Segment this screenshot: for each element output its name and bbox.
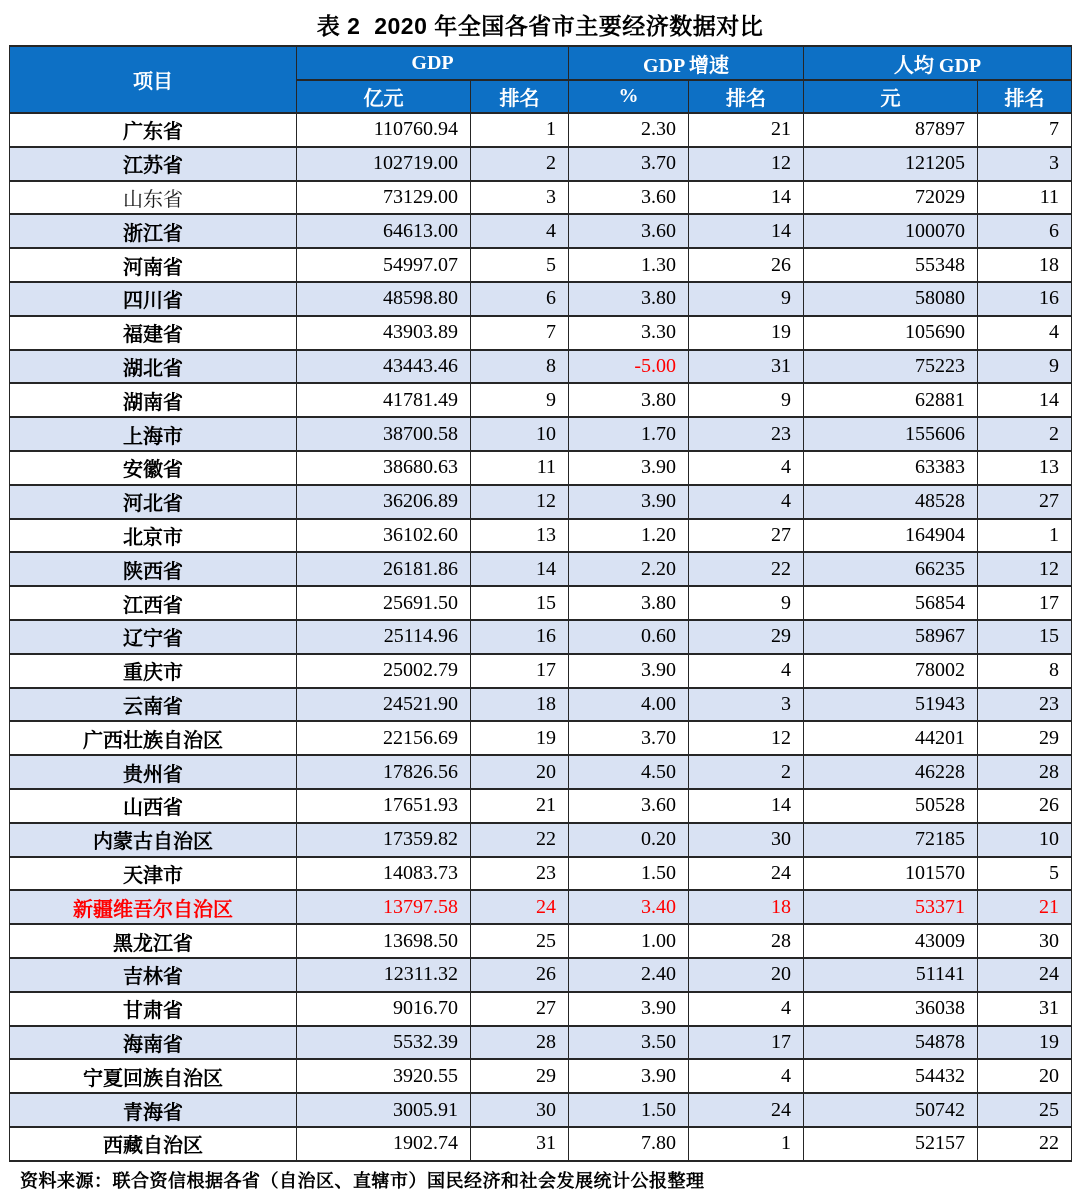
- per-capita-value: 53371: [804, 890, 978, 924]
- province-name: 海南省: [10, 1026, 297, 1060]
- growth-rank: 17: [689, 1026, 804, 1060]
- growth-rank: 20: [689, 958, 804, 992]
- gdp-rank: 8: [471, 350, 569, 384]
- per-capita-value: 58080: [804, 282, 978, 316]
- growth-value: 7.80: [569, 1127, 689, 1161]
- growth-rank: 18: [689, 890, 804, 924]
- growth-rank: 14: [689, 789, 804, 823]
- gdp-value: 1902.74: [297, 1127, 471, 1161]
- growth-value: 3.90: [569, 485, 689, 519]
- per-capita-rank: 29: [978, 721, 1072, 755]
- page-title: 表 2 2020 年全国各省市主要经济数据对比: [316, 13, 764, 39]
- per-capita-rank: 24: [978, 958, 1072, 992]
- growth-value: 1.50: [569, 1093, 689, 1127]
- per-capita-value: 55348: [804, 248, 978, 282]
- gdp-rank: 30: [471, 1093, 569, 1127]
- per-capita-rank: 23: [978, 688, 1072, 722]
- per-capita-rank: 14: [978, 383, 1072, 417]
- gdp-rank: 29: [471, 1059, 569, 1093]
- growth-value: 4.50: [569, 755, 689, 789]
- growth-value: 2.30: [569, 113, 689, 147]
- gdp-value: 36206.89: [297, 485, 471, 519]
- economic-data-table: [9, 45, 1072, 1162]
- table-row: [10, 992, 1072, 1026]
- per-capita-rank: 13: [978, 451, 1072, 485]
- province-name: 江苏省: [10, 147, 297, 181]
- header-group-row: [10, 46, 1072, 80]
- per-capita-value: 43009: [804, 924, 978, 958]
- header-per-capita-unit: 元: [804, 80, 978, 113]
- table-row: [10, 755, 1072, 789]
- per-capita-rank: 11: [978, 181, 1072, 215]
- growth-rank: 4: [689, 654, 804, 688]
- gdp-value: 24521.90: [297, 688, 471, 722]
- per-capita-rank: 26: [978, 789, 1072, 823]
- province-name: 山西省: [10, 789, 297, 823]
- growth-value: 1.00: [569, 924, 689, 958]
- header-gdp-rank: 排名: [471, 80, 569, 113]
- province-name: 宁夏回族自治区: [10, 1059, 297, 1093]
- growth-rank: 26: [689, 248, 804, 282]
- per-capita-value: 54432: [804, 1059, 978, 1093]
- per-capita-rank: 8: [978, 654, 1072, 688]
- gdp-value: 43903.89: [297, 316, 471, 350]
- gdp-value: 22156.69: [297, 721, 471, 755]
- gdp-rank: 7: [471, 316, 569, 350]
- table-body: [10, 113, 1072, 1161]
- header-group-gdp: GDP: [297, 46, 569, 80]
- gdp-value: 26181.86: [297, 552, 471, 586]
- per-capita-value: 72029: [804, 181, 978, 215]
- gdp-value: 36102.60: [297, 519, 471, 553]
- gdp-value: 48598.80: [297, 282, 471, 316]
- per-capita-rank: 30: [978, 924, 1072, 958]
- per-capita-value: 46228: [804, 755, 978, 789]
- table-row: [10, 890, 1072, 924]
- table-row: [10, 519, 1072, 553]
- per-capita-rank: 16: [978, 282, 1072, 316]
- per-capita-rank: 25: [978, 1093, 1072, 1127]
- table-row: [10, 823, 1072, 857]
- province-name: 河南省: [10, 248, 297, 282]
- growth-value: 3.80: [569, 282, 689, 316]
- gdp-value: 17651.93: [297, 789, 471, 823]
- province-name: 贵州省: [10, 755, 297, 789]
- per-capita-value: 121205: [804, 147, 978, 181]
- growth-rank: 3: [689, 688, 804, 722]
- province-name: 上海市: [10, 417, 297, 451]
- growth-value: 3.90: [569, 1059, 689, 1093]
- gdp-value: 64613.00: [297, 214, 471, 248]
- per-capita-rank: 31: [978, 992, 1072, 1026]
- gdp-rank: 27: [471, 992, 569, 1026]
- growth-rank: 4: [689, 992, 804, 1026]
- province-name: 新疆维吾尔自治区: [10, 890, 297, 924]
- growth-rank: 4: [689, 451, 804, 485]
- gdp-rank: 4: [471, 214, 569, 248]
- source-note: 资料来源：联合资信根据各省（自治区、直辖市）国民经济和社会发展统计公报整理: [20, 1170, 705, 1191]
- gdp-rank: 26: [471, 958, 569, 992]
- table-row: [10, 350, 1072, 384]
- growth-rank: 28: [689, 924, 804, 958]
- gdp-value: 13698.50: [297, 924, 471, 958]
- gdp-rank: 16: [471, 620, 569, 654]
- per-capita-value: 87897: [804, 113, 978, 147]
- growth-rank: 12: [689, 721, 804, 755]
- gdp-value: 25114.96: [297, 620, 471, 654]
- per-capita-value: 75223: [804, 350, 978, 384]
- gdp-rank: 31: [471, 1127, 569, 1161]
- gdp-value: 25002.79: [297, 654, 471, 688]
- growth-value: 1.50: [569, 857, 689, 891]
- header-gdp-unit: 亿元: [297, 80, 471, 113]
- gdp-rank: 23: [471, 857, 569, 891]
- growth-value: 3.60: [569, 789, 689, 823]
- province-name: 内蒙古自治区: [10, 823, 297, 857]
- growth-value: 3.90: [569, 992, 689, 1026]
- growth-value: 3.40: [569, 890, 689, 924]
- province-name: 吉林省: [10, 958, 297, 992]
- gdp-rank: 28: [471, 1026, 569, 1060]
- growth-rank: 9: [689, 282, 804, 316]
- growth-rank: 27: [689, 519, 804, 553]
- per-capita-rank: 4: [978, 316, 1072, 350]
- growth-value: 3.80: [569, 383, 689, 417]
- gdp-rank: 10: [471, 417, 569, 451]
- per-capita-rank: 18: [978, 248, 1072, 282]
- gdp-value: 102719.00: [297, 147, 471, 181]
- per-capita-rank: 27: [978, 485, 1072, 519]
- growth-value: 3.60: [569, 181, 689, 215]
- table-row: [10, 451, 1072, 485]
- per-capita-value: 54878: [804, 1026, 978, 1060]
- table-row: [10, 113, 1072, 147]
- province-name: 陕西省: [10, 552, 297, 586]
- growth-rank: 4: [689, 485, 804, 519]
- gdp-value: 25691.50: [297, 586, 471, 620]
- per-capita-value: 56854: [804, 586, 978, 620]
- table-row: [10, 383, 1072, 417]
- growth-value: 3.90: [569, 654, 689, 688]
- table-row: [10, 147, 1072, 181]
- per-capita-value: 36038: [804, 992, 978, 1026]
- growth-rank: 24: [689, 857, 804, 891]
- gdp-rank: 3: [471, 181, 569, 215]
- table-row: [10, 248, 1072, 282]
- gdp-value: 43443.46: [297, 350, 471, 384]
- table-row: [10, 1059, 1072, 1093]
- header-project: 项目: [10, 46, 297, 113]
- growth-value: 3.80: [569, 586, 689, 620]
- table-row: [10, 857, 1072, 891]
- per-capita-value: 50742: [804, 1093, 978, 1127]
- per-capita-rank: 9: [978, 350, 1072, 384]
- province-name: 黑龙江省: [10, 924, 297, 958]
- province-name: 云南省: [10, 688, 297, 722]
- per-capita-rank: 10: [978, 823, 1072, 857]
- growth-value: 2.40: [569, 958, 689, 992]
- header-group-per-capita-gdp: 人均 GDP: [804, 46, 1072, 80]
- growth-value: 3.30: [569, 316, 689, 350]
- province-name: 广西壮族自治区: [10, 721, 297, 755]
- province-name: 四川省: [10, 282, 297, 316]
- growth-rank: 23: [689, 417, 804, 451]
- header-group-gdp-growth: GDP 增速: [569, 46, 804, 80]
- growth-rank: 12: [689, 147, 804, 181]
- gdp-rank: 25: [471, 924, 569, 958]
- growth-value: 0.20: [569, 823, 689, 857]
- gdp-value: 38700.58: [297, 417, 471, 451]
- per-capita-rank: 15: [978, 620, 1072, 654]
- gdp-rank: 21: [471, 789, 569, 823]
- per-capita-value: 52157: [804, 1127, 978, 1161]
- gdp-value: 17826.56: [297, 755, 471, 789]
- gdp-rank: 19: [471, 721, 569, 755]
- growth-value: 0.60: [569, 620, 689, 654]
- per-capita-value: 72185: [804, 823, 978, 857]
- province-name: 安徽省: [10, 451, 297, 485]
- growth-rank: 24: [689, 1093, 804, 1127]
- per-capita-rank: 17: [978, 586, 1072, 620]
- growth-rank: 21: [689, 113, 804, 147]
- gdp-value: 54997.07: [297, 248, 471, 282]
- table-row: [10, 654, 1072, 688]
- table-row: [10, 789, 1072, 823]
- growth-rank: 19: [689, 316, 804, 350]
- table-row: [10, 417, 1072, 451]
- growth-value: 3.70: [569, 147, 689, 181]
- per-capita-rank: 19: [978, 1026, 1072, 1060]
- gdp-rank: 11: [471, 451, 569, 485]
- gdp-rank: 24: [471, 890, 569, 924]
- gdp-rank: 5: [471, 248, 569, 282]
- province-name: 山东省: [10, 181, 297, 215]
- per-capita-value: 66235: [804, 552, 978, 586]
- per-capita-value: 101570: [804, 857, 978, 891]
- gdp-rank: 15: [471, 586, 569, 620]
- growth-rank: 29: [689, 620, 804, 654]
- per-capita-value: 58967: [804, 620, 978, 654]
- gdp-rank: 12: [471, 485, 569, 519]
- gdp-rank: 9: [471, 383, 569, 417]
- table-row: [10, 181, 1072, 215]
- gdp-rank: 22: [471, 823, 569, 857]
- growth-rank: 2: [689, 755, 804, 789]
- per-capita-rank: 20: [978, 1059, 1072, 1093]
- per-capita-rank: 21: [978, 890, 1072, 924]
- table-row: [10, 586, 1072, 620]
- growth-rank: 4: [689, 1059, 804, 1093]
- province-name: 重庆市: [10, 654, 297, 688]
- growth-value: 1.20: [569, 519, 689, 553]
- table-row: [10, 958, 1072, 992]
- province-name: 河北省: [10, 485, 297, 519]
- gdp-rank: 14: [471, 552, 569, 586]
- growth-value: 4.00: [569, 688, 689, 722]
- growth-rank: 14: [689, 214, 804, 248]
- province-name: 辽宁省: [10, 620, 297, 654]
- table-row: [10, 924, 1072, 958]
- table-row: [10, 552, 1072, 586]
- per-capita-rank: 22: [978, 1127, 1072, 1161]
- per-capita-value: 155606: [804, 417, 978, 451]
- province-name: 青海省: [10, 1093, 297, 1127]
- gdp-value: 38680.63: [297, 451, 471, 485]
- growth-value: 1.30: [569, 248, 689, 282]
- growth-value: -5.00: [569, 350, 689, 384]
- growth-value: 1.70: [569, 417, 689, 451]
- growth-rank: 9: [689, 586, 804, 620]
- gdp-value: 5532.39: [297, 1026, 471, 1060]
- province-name: 福建省: [10, 316, 297, 350]
- growth-rank: 31: [689, 350, 804, 384]
- header-per-capita-rank: 排名: [978, 80, 1072, 113]
- growth-value: 3.70: [569, 721, 689, 755]
- header-growth-unit: %: [569, 80, 689, 113]
- gdp-rank: 17: [471, 654, 569, 688]
- per-capita-value: 63383: [804, 451, 978, 485]
- table-row: [10, 316, 1072, 350]
- gdp-rank: 2: [471, 147, 569, 181]
- province-name: 广东省: [10, 113, 297, 147]
- table-row: [10, 214, 1072, 248]
- gdp-value: 41781.49: [297, 383, 471, 417]
- growth-value: 3.90: [569, 451, 689, 485]
- province-name: 甘肃省: [10, 992, 297, 1026]
- per-capita-value: 44201: [804, 721, 978, 755]
- province-name: 北京市: [10, 519, 297, 553]
- growth-rank: 22: [689, 552, 804, 586]
- table-row: [10, 1093, 1072, 1127]
- growth-rank: 14: [689, 181, 804, 215]
- table-row: [10, 620, 1072, 654]
- per-capita-value: 50528: [804, 789, 978, 823]
- growth-rank: 9: [689, 383, 804, 417]
- gdp-value: 12311.32: [297, 958, 471, 992]
- per-capita-rank: 28: [978, 755, 1072, 789]
- per-capita-rank: 2: [978, 417, 1072, 451]
- table-row: [10, 688, 1072, 722]
- per-capita-value: 105690: [804, 316, 978, 350]
- gdp-rank: 6: [471, 282, 569, 316]
- per-capita-value: 51141: [804, 958, 978, 992]
- gdp-value: 17359.82: [297, 823, 471, 857]
- per-capita-rank: 7: [978, 113, 1072, 147]
- table-row: [10, 721, 1072, 755]
- per-capita-rank: 12: [978, 552, 1072, 586]
- growth-rank: 1: [689, 1127, 804, 1161]
- gdp-value: 14083.73: [297, 857, 471, 891]
- province-name: 湖北省: [10, 350, 297, 384]
- table-row: [10, 485, 1072, 519]
- gdp-value: 13797.58: [297, 890, 471, 924]
- gdp-value: 3920.55: [297, 1059, 471, 1093]
- per-capita-value: 100070: [804, 214, 978, 248]
- per-capita-value: 48528: [804, 485, 978, 519]
- table-header: [10, 46, 1072, 113]
- gdp-rank: 13: [471, 519, 569, 553]
- gdp-value: 3005.91: [297, 1093, 471, 1127]
- gdp-rank: 1: [471, 113, 569, 147]
- per-capita-value: 164904: [804, 519, 978, 553]
- table-row: [10, 1127, 1072, 1161]
- province-name: 浙江省: [10, 214, 297, 248]
- per-capita-value: 78002: [804, 654, 978, 688]
- gdp-rank: 18: [471, 688, 569, 722]
- per-capita-rank: 3: [978, 147, 1072, 181]
- per-capita-value: 51943: [804, 688, 978, 722]
- gdp-rank: 20: [471, 755, 569, 789]
- gdp-value: 73129.00: [297, 181, 471, 215]
- province-name: 天津市: [10, 857, 297, 891]
- growth-value: 3.50: [569, 1026, 689, 1060]
- growth-rank: 30: [689, 823, 804, 857]
- province-name: 西藏自治区: [10, 1127, 297, 1161]
- gdp-value: 110760.94: [297, 113, 471, 147]
- per-capita-rank: 1: [978, 519, 1072, 553]
- province-name: 江西省: [10, 586, 297, 620]
- per-capita-value: 62881: [804, 383, 978, 417]
- per-capita-rank: 5: [978, 857, 1072, 891]
- gdp-value: 9016.70: [297, 992, 471, 1026]
- header-growth-rank: 排名: [689, 80, 804, 113]
- growth-value: 2.20: [569, 552, 689, 586]
- table-row: [10, 1026, 1072, 1060]
- per-capita-rank: 6: [978, 214, 1072, 248]
- table-row: [10, 282, 1072, 316]
- growth-value: 3.60: [569, 214, 689, 248]
- province-name: 湖南省: [10, 383, 297, 417]
